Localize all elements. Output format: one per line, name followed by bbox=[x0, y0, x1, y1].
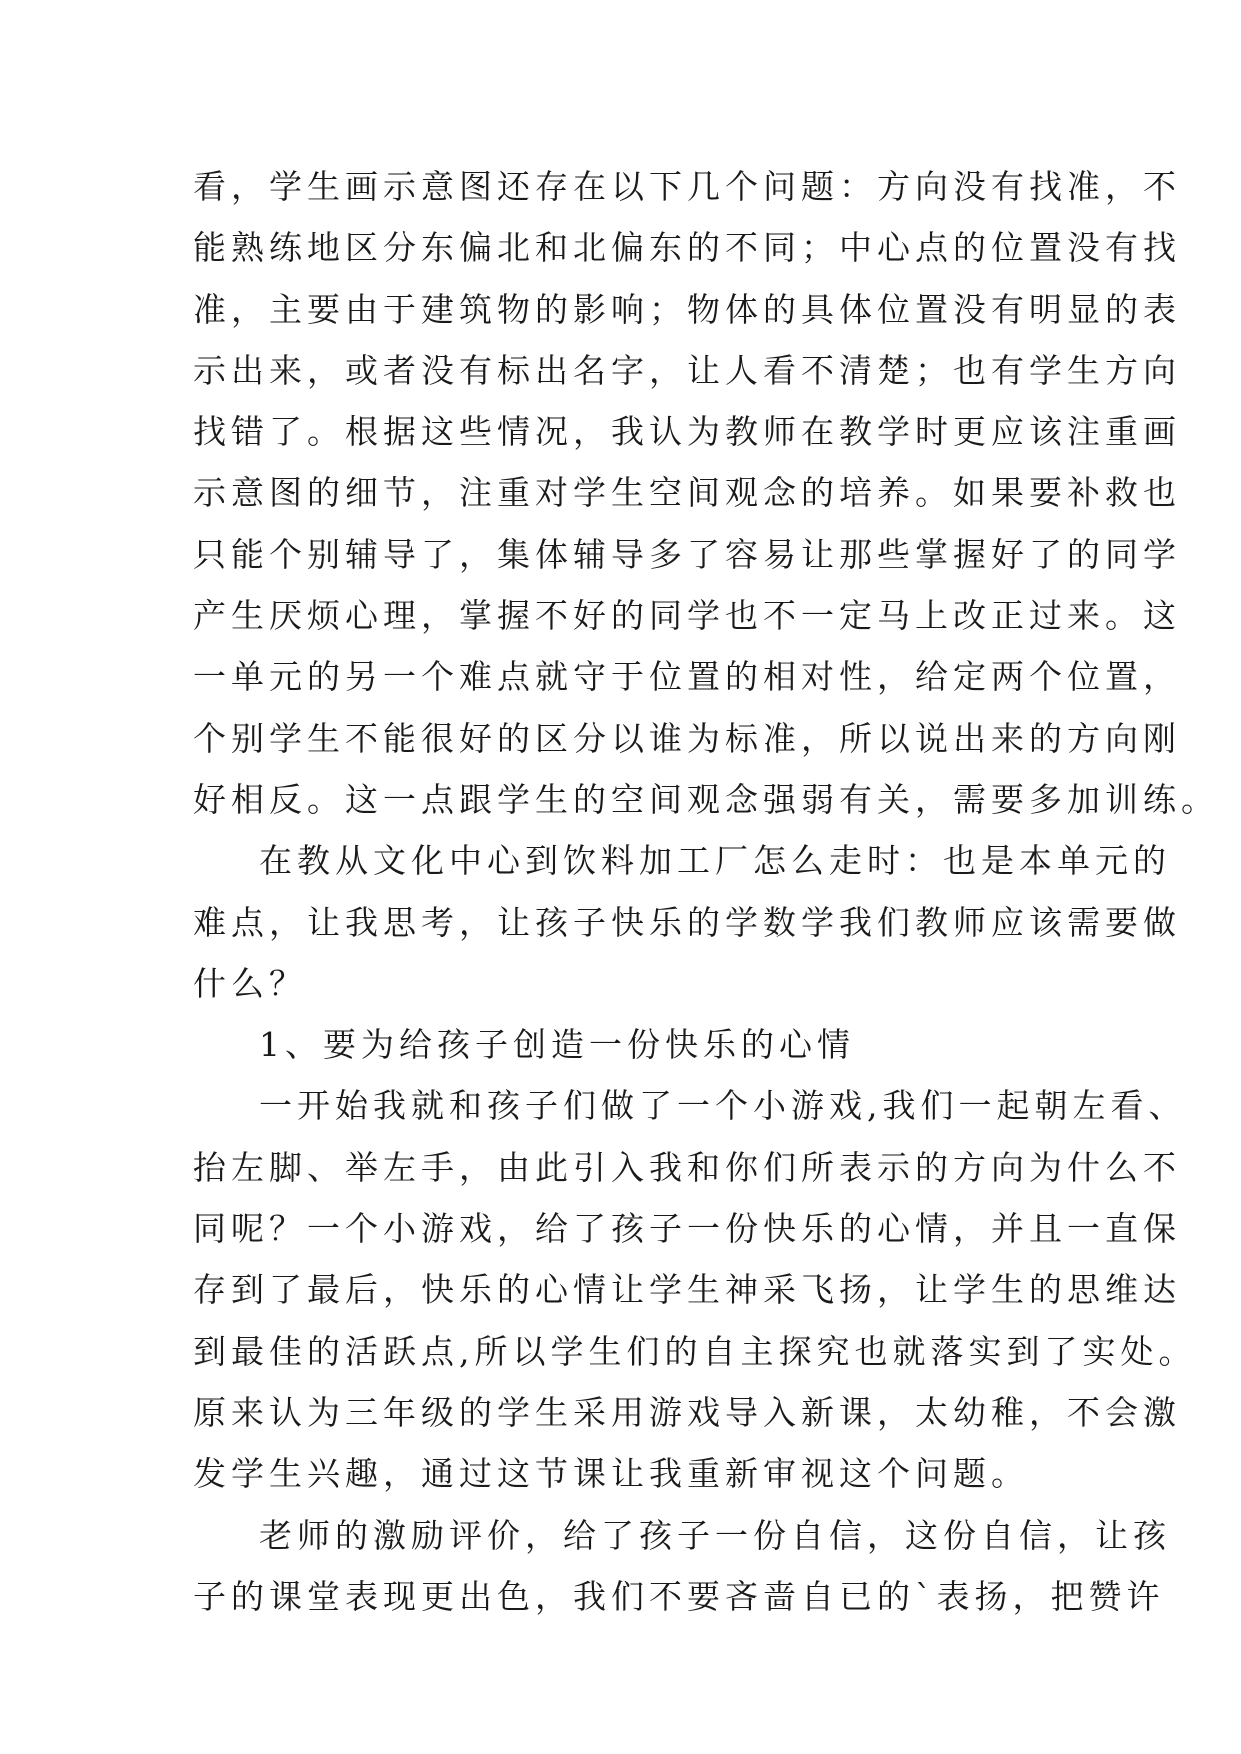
section-heading: 1、要为给孩子创造一份快乐的心情 bbox=[259, 1025, 855, 1065]
text-line: 能熟练地区分东偏北和北偏东的不同；中心点的位置没有找 bbox=[193, 228, 1181, 268]
text-line: 抬左脚、举左手，由此引入我和你们所表示的方向为什么不 bbox=[193, 1147, 1181, 1187]
document-body bbox=[193, 156, 1219, 1627]
text-line: 看，学生画示意图还存在以下几个问题：方向没有找准，不 bbox=[193, 167, 1181, 206]
text-line: 示出来，或者没有标出名字，让人看不清楚；也有学生方向 bbox=[193, 350, 1181, 390]
text-line: 到最佳的活跃点,所以学生们的自主探究也就落实到了实处。 bbox=[193, 1331, 1197, 1371]
text-line: 产生厌烦心理，掌握不好的同学也不一定马上改正过来。这 bbox=[193, 596, 1181, 636]
text-line: 什么？ bbox=[193, 963, 307, 1003]
text-line: 只能个别辅导了，集体辅导多了容易让那些掌握好了的同学 bbox=[193, 534, 1181, 574]
text-line: 好相反。这一点跟学生的空间观念强弱有关，需要多加训练。 bbox=[193, 779, 1219, 819]
text-line: 示意图的细节，注重对学生空间观念的培养。如果要补救也 bbox=[193, 473, 1181, 513]
text-line: 存到了最后，快乐的心情让学生神采飞扬，让学生的思维达 bbox=[193, 1270, 1181, 1310]
text-line: 同呢？一个小游戏，给了孩子一份快乐的心情，并且一直保 bbox=[193, 1209, 1181, 1249]
text-line: 原来认为三年级的学生采用游戏导入新课，太幼稚，不会激 bbox=[193, 1392, 1181, 1432]
text-line: 准，主要由于建筑物的影响；物体的具体位置没有明显的表 bbox=[193, 289, 1181, 329]
text-line: 难点，让我思考，让孩子快乐的学数学我们教师应该需要做 bbox=[193, 902, 1181, 942]
text-line: 个别学生不能很好的区分以谁为标准，所以说出来的方向刚 bbox=[193, 718, 1181, 758]
paragraph-start-line: 老师的激励评价，给了孩子一份自信，这份自信，让孩 bbox=[259, 1515, 1171, 1555]
text-line: 发学生兴趣，通过这节课让我重新审视这个问题。 bbox=[193, 1454, 1029, 1494]
text-line: 子的课堂表现更出色，我们不要吝啬自已的`表扬，把赞许 bbox=[193, 1576, 1165, 1616]
paragraph-start-line: 在教从文化中心到饮料加工厂怎么走时：也是本单元的 bbox=[259, 841, 1171, 881]
text-line: 找错了。根据这些情况，我认为教师在教学时更应该注重画 bbox=[193, 412, 1181, 452]
paragraph-start-line: 一开始我就和孩子们做了一个小游戏,我们一起朝左看、 bbox=[259, 1086, 1187, 1126]
text-line: 一单元的另一个难点就守于位置的相对性，给定两个位置， bbox=[193, 657, 1181, 697]
